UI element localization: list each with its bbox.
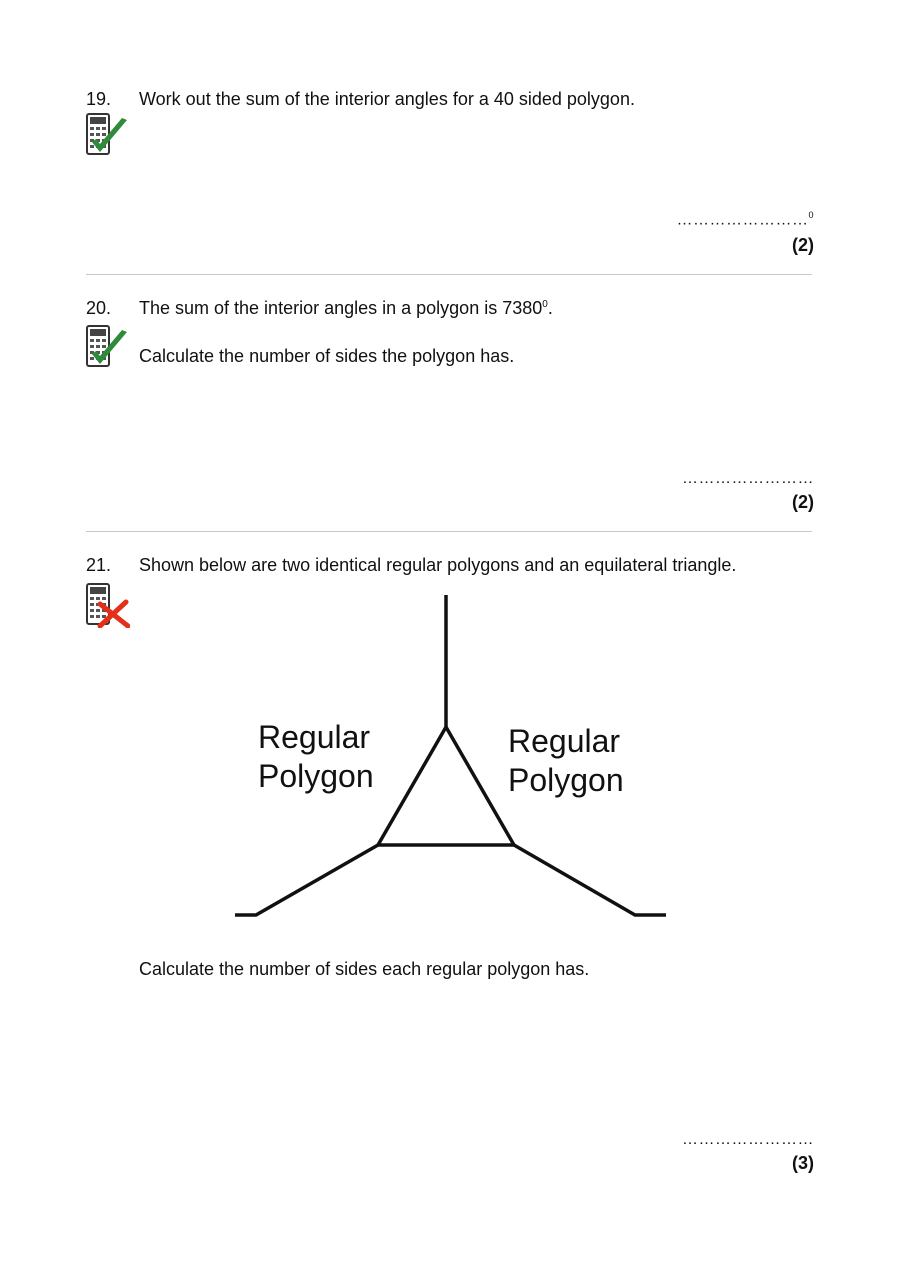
question-20-text: The sum of the interior angles in a polygon is 7380$^0$. <box>139 298 553 318</box>
calculator-allowed-icon <box>84 324 130 370</box>
question-21-instruction: Calculate the number of sides each regular polygon has. <box>139 959 590 979</box>
question-19-text: Work out the sum of the interior angles for a 40 sided polygon. <box>139 89 635 109</box>
question-20-marks: (2) <box>792 492 814 512</box>
degree-superscript: 0 <box>808 210 814 220</box>
question-21-marks: (3) <box>792 1153 814 1173</box>
question-21-answer-line[interactable]: …………………… <box>682 1131 814 1148</box>
question-20-number: 20. <box>86 298 112 318</box>
question-21-text: Shown below are two identical regular polygons and an equilateral triangle. <box>139 555 737 575</box>
question-20-answer-line[interactable]: …………………… <box>682 470 814 487</box>
calculator-not-allowed-icon <box>84 582 130 628</box>
question-19-answer-line[interactable]: ……………………$^0$ <box>676 210 814 229</box>
question-20-instruction: Calculate the number of sides the polygon has. <box>139 346 515 366</box>
divider <box>86 274 812 275</box>
equilateral-triangle <box>378 727 514 845</box>
left-polygon-edge <box>235 845 378 915</box>
right-polygon-edge <box>514 845 666 915</box>
question-19-number: 19. <box>86 89 112 109</box>
calculator-allowed-icon <box>84 112 130 158</box>
right-polygon-label: Regular Polygon <box>508 723 624 798</box>
divider <box>86 531 812 532</box>
question-19-marks: (2) <box>792 235 814 255</box>
question-21-number: 21. <box>86 555 112 575</box>
left-polygon-label: Regular Polygon <box>258 719 374 794</box>
